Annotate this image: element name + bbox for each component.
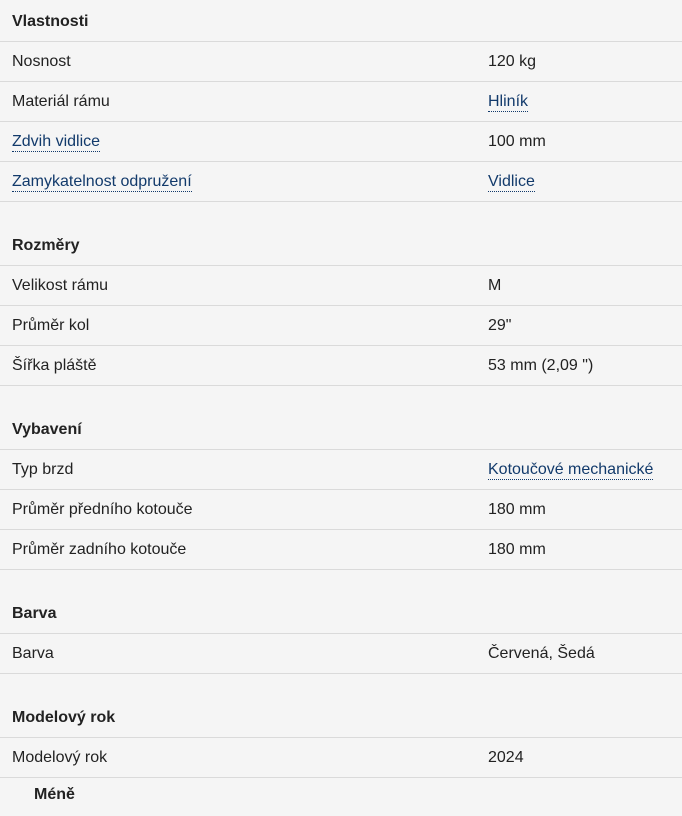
spec-label: Modelový rok [12, 748, 108, 766]
spec-label-link[interactable]: Zdvih vidlice [12, 132, 101, 150]
spec-row [0, 450, 682, 490]
spec-value: Červená, Šedá [488, 644, 595, 662]
spec-label: Materiál rámu [12, 92, 110, 110]
spec-row [0, 82, 682, 122]
spec-row [0, 122, 682, 162]
spec-label: Velikost rámu [12, 276, 109, 294]
show-less-label: Méně [34, 786, 75, 803]
spec-label-link[interactable]: Zamykatelnost odpružení [12, 172, 192, 190]
spec-value-link[interactable]: Vidlice [488, 172, 535, 190]
section-title-vybaveni: Vybavení [0, 410, 682, 450]
section-title-modelovy-rok: Modelový rok [0, 698, 682, 738]
spec-value: 53 mm (2,09 ") [488, 356, 594, 374]
spec-row [0, 530, 682, 570]
spec-value: 29" [488, 316, 512, 334]
spec-row [0, 162, 682, 202]
spec-value: 120 kg [488, 52, 537, 70]
spec-row [0, 634, 682, 674]
spec-row [0, 738, 682, 778]
show-less-button[interactable] [0, 786, 682, 816]
spec-label: Šířka pláště [12, 356, 97, 374]
section-title-rozmery: Rozměry [0, 226, 682, 266]
spec-label: Průměr předního kotouče [12, 500, 193, 518]
spec-value: 2024 [488, 748, 524, 766]
spec-label: Nosnost [12, 52, 71, 70]
spec-label: Barva [12, 644, 54, 662]
spec-row [0, 266, 682, 306]
spec-value: M [488, 276, 502, 294]
spec-value: 100 mm [488, 132, 546, 150]
spec-row [0, 42, 682, 82]
spec-row [0, 490, 682, 530]
spec-label: Průměr zadního kotouče [12, 540, 187, 558]
section-title-vlastnosti: Vlastnosti [0, 0, 682, 42]
spec-value: 180 mm [488, 540, 546, 558]
spec-row [0, 346, 682, 386]
spec-row [0, 306, 682, 346]
section-title-barva: Barva [0, 594, 682, 634]
spec-value: 180 mm [488, 500, 546, 518]
spec-value-link[interactable]: Hliník [488, 92, 529, 110]
spec-value-link[interactable]: Kotoučové mechanické [488, 460, 654, 478]
spec-label: Typ brzd [12, 460, 74, 478]
spec-label: Průměr kol [12, 316, 90, 334]
